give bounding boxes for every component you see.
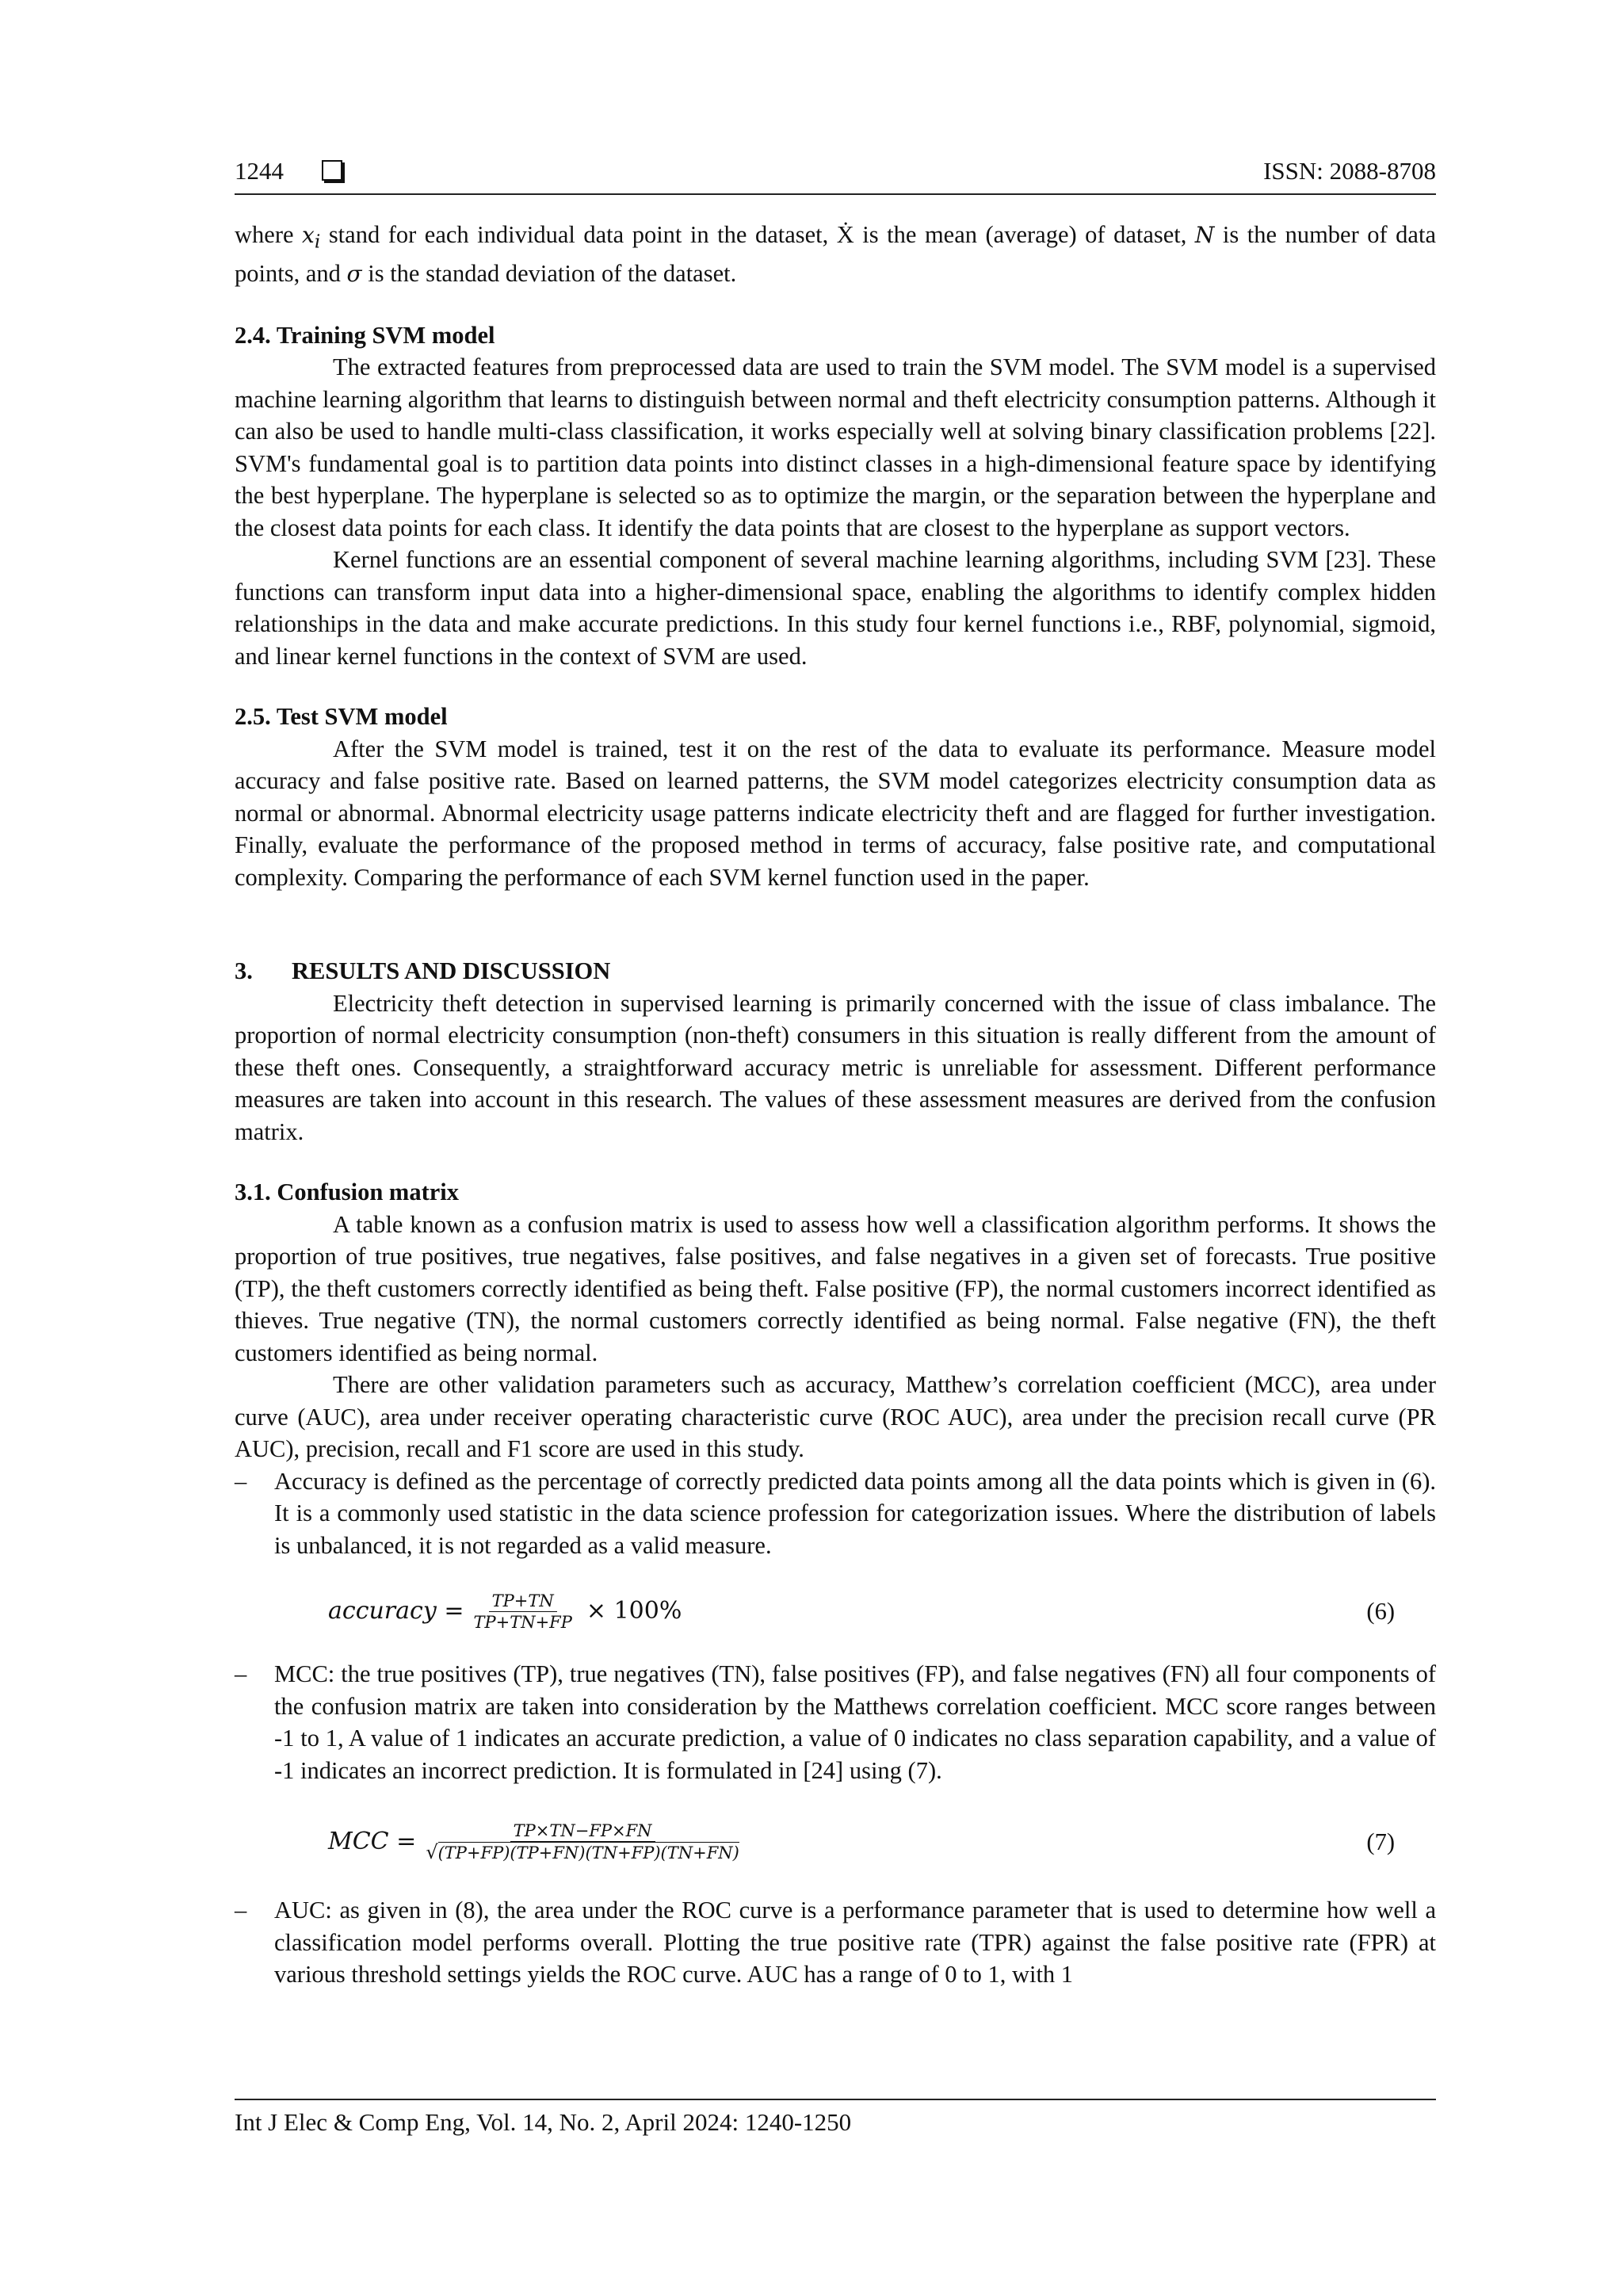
section-3-paragraph-1: Electricity theft detection in supervised learning is primarily concerned with the issue of class imbalance. The proportion of normal electricity consumption (non-theft) consumers in this situation is really different from the amount of these theft ones. Consequently, a straightforward accuracy metric is unreliable for assessment. Different performance measures are taken into account in this research. The values of these assessment measures are derived from the confusion matrix.: [235, 989, 1436, 1145]
list-item-auc: – AUC: as given in (8), the area under the ROC curve is a performance parameter that is used to determine how well a classification model performs overall. Plotting the true positive rate (TPR) against the false positive rate (FPR) at various threshold settings yields the ROC curve. AUC has a range of 0 to 1, with 1: [235, 1897, 1436, 1988]
issn-label: ISSN: 2088-8708: [1263, 157, 1436, 185]
page-number: 1244: [235, 157, 284, 185]
math-xi: $x_i$: [302, 222, 321, 253]
page-header: [235, 155, 1436, 195]
section-3-1-title: 3.1. Confusion matrix: [235, 1179, 459, 1206]
metrics-list: [235, 1465, 1436, 1562]
section-2-5-title: 2.5. Test SVM model: [235, 703, 448, 731]
section-2-4-paragraph-1: The extracted features from preprocessed data are used to train the SVM model. The SVM model is a supervised machine learning algorithm that learns to distinguish between normal and theft electricity consumption patterns. Although it can also be used to handle multi-class classification, it works especially well at solving binary classification problems [22]. SVM's fundamental goal is to partition data points into distinct classes in a high-dimensional feature space by identifying the best hyperplane. The hyperplane is selected so as to optimize the margin, or the separation between the hyperplane and the closest data points for each class. It identify the data points that are closest to the hyperplane as support vectors.: [235, 353, 1436, 541]
math-sigma: σ: [346, 261, 362, 288]
equation-6: accuracy = $\frac{TP+TN}{TP+TN+FP}$ × 100% (6): [235, 1584, 1436, 1639]
section-2-5-paragraph-1: After the SVM model is trained, test it on the rest of the data to evaluate its performance. Measure model accuracy and false positive rate. Based on learned patterns, the SVM model categorizes electricity consumption data as normal or abnormal. Abnormal electricity usage patterns indicate electricity theft and are flagged for further investigation. Finally, evaluate the performance of the proposed method in terms of accuracy, false positive rate, and computational complexity. Comparing the performance of each SVM kernel function used in the paper.: [235, 735, 1436, 891]
page-footer: Int J Elec & Comp Eng, Vol. 14, No. 2, April 2024: 1240-1250: [235, 2099, 1436, 2137]
section-3-1-paragraph-1: A table known as a confusion matrix is used to assess how well a classification algorithm performs. It shows the proportion of true positives, true negatives, false positives, and false negatives in a given set of forecasts. True positive (TP), the theft customers correctly identified as being theft. False positive (FP), the normal customers incorrect identified as thieves. True negative (TN), the normal customers correctly identified as being normal. False negative (FN), the theft customers identified as being normal.: [235, 1210, 1436, 1366]
math-n: N: [1194, 222, 1215, 248]
body-content: [235, 219, 1436, 1991]
checkbox-square-icon: [322, 160, 342, 181]
section-2-4-title: 2.4. Training SVM model: [235, 321, 495, 349]
section-3-title: 3. RESULTS AND DISCUSSION: [235, 957, 611, 985]
intro-paragraph: where $x_i$ stand for each individual data point in the dataset, Ẋ is the mean (average) of dataset, N is the number of data points, and σ is the standad deviation of the dataset.: [235, 221, 1436, 288]
list-item-accuracy: – Accuracy is defined as the percentage of correctly predicted data points among all the data points which is given in (6). It is a commonly used statistic in the data science profession for categorization issues. Where the distribution of labels is unbalanced, it is not regarded as a valid measure.: [235, 1467, 1436, 1559]
equation-7-label: (7): [1366, 1828, 1395, 1855]
equation-7: MCC = $\frac{TP\times TN-FP\times FN}{√(TP+FP)(TP+FN)(TN+FP)(TN+FN)}$ (7): [235, 1809, 1436, 1875]
section-3-1-paragraph-2: There are other validation parameters such as accuracy, Matthew’s correlation coefficient (MCC), area under curve (AUC), area under receiver operating characteristic curve (ROC AUC), area under the precision recall curve (PR AUC), precision, recall and F1 score are used in this study.: [235, 1371, 1436, 1463]
equation-6-label: (6): [1366, 1597, 1395, 1625]
list-item-mcc: – MCC: the true positives (TP), true negatives (TN), false positives (FP), and false negatives (FN) all four components of the confusion matrix are taken into consideration by the Matthews correlation coefficient. MCC score ranges between -1 to 1, A value of 1 indicates an accurate prediction, a value of 0 indicates no class separation capability, and a value of -1 indicates an incorrect prediction. It is formulated in [24] using (7).: [235, 1660, 1436, 1784]
section-2-4-paragraph-2: Kernel functions are an essential component of several machine learning algorithms, including SVM [23]. These functions can transform input data into a higher-dimensional space, enabling the algorithms to identify complex hidden relationships in the data and make accurate predictions. In this study four kernel functions i.e., RBF, polynomial, sigmoid, and linear kernel functions in the context of SVM are used.: [235, 546, 1436, 670]
